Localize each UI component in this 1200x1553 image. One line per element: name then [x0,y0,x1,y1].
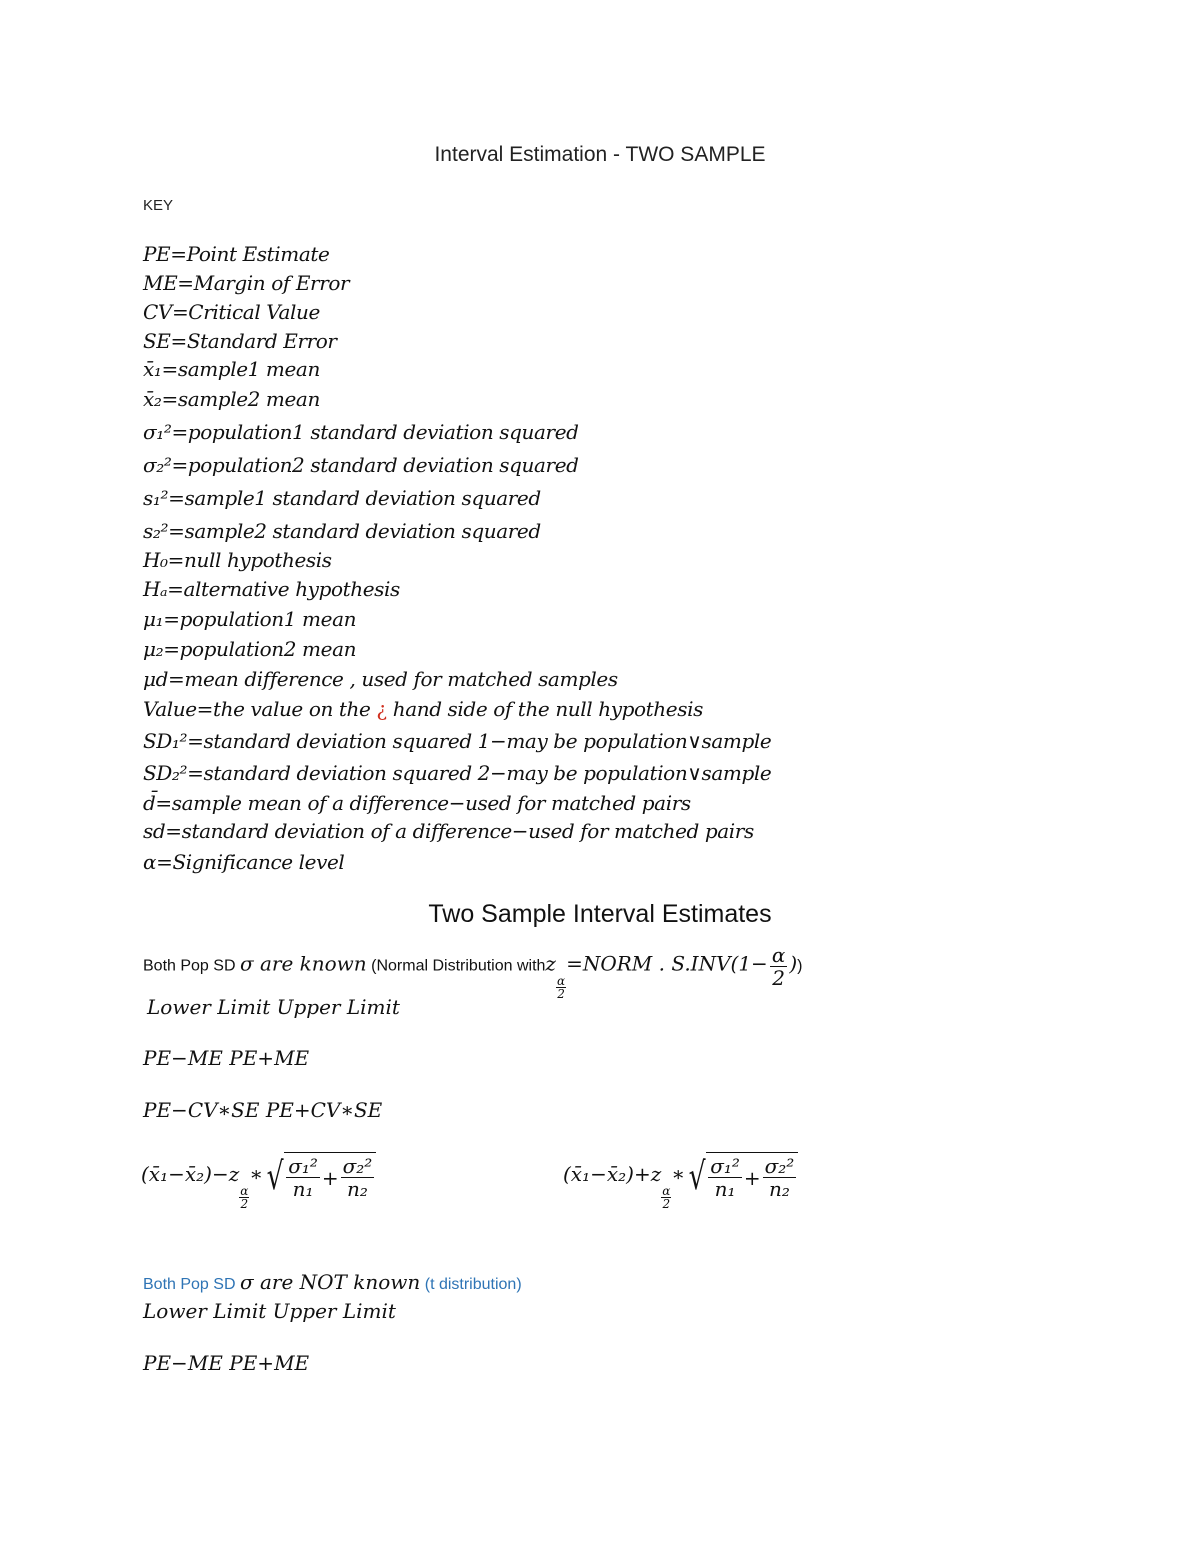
upper-z-subscript: $\frac{\alpha}{2}$ [662,1184,671,1211]
alpha-over-two: $\frac{\alpha}{2}$ [771,943,786,990]
key-item: Hₐ=alternative hypothesis [143,577,400,601]
norm-open-paren: ( [730,951,739,976]
key-label: KEY [143,197,174,214]
known-limits: Lower Limit Upper Limit [147,995,400,1019]
section-heading: Two Sample Interval Estimates [428,900,772,928]
key-item: μ₂=population2 mean [143,637,357,661]
unknown-prefix: Both Pop SD [143,1276,236,1293]
key-item: SD₂²=standard deviation squared 2−may be population∨sample [143,761,772,785]
known-paren-open: (Normal Distribution with [371,957,546,975]
key-item: μd=mean difference , used for matched samples [143,667,618,691]
key-item: x̄₂=sample2 mean [143,387,320,411]
key-item: SE=Standard Error [143,329,337,353]
norm-formula: =NORM . S.INV [566,951,731,976]
key-item: CV=Critical Value [143,300,320,324]
known-sigma-text: σ are known [239,951,367,976]
unknown-dist: (t distribution) [424,1276,522,1293]
unknown-sigma-line [143,1270,522,1294]
key-item: α=Significance level [143,850,345,874]
known-prefix: Both Pop SD [143,957,236,975]
lower-limit-formula: (x̄₁−x̄₂)−z $\frac{\alpha}{2}$ ∗ √ $\frac{\text{σ₁²}}{\text{n₁}}$ + $\frac{\text{σ₂²}}{\text{n₂}}$ [141,1152,376,1210]
page-title: Interval Estimation - TWO SAMPLE [434,143,766,166]
upper-limit-formula: (x̄₁−x̄₂)+z $\frac{\alpha}{2}$ ∗ √ $\frac{\text{σ₁²}}{\text{n₁}}$ + $\frac{\text{σ₂²}}{\text{n₂}}$ [563,1152,798,1210]
z-subscript: $\frac{\alpha}{2}$ [556,973,566,1001]
key-item: x̄₁=sample1 mean [143,357,320,381]
key-item: s₂²=sample2 standard deviation squared [143,519,541,543]
key-item: s₁²=sample1 standard deviation squared [143,486,541,510]
key-item: σ₁²=population1 standard deviation squared [143,420,579,444]
key-item: PE=Point Estimate [143,242,330,266]
known-sigma-line [143,945,802,1000]
key-item: SD₁²=standard deviation squared 1−may be population∨sample [143,729,772,753]
key-item: σ₂²=population2 standard deviation squared [143,453,579,477]
unknown-limits: Lower Limit Upper Limit [143,1299,396,1323]
known-pe-cv: PE−CV∗SE PE+CV∗SE [143,1098,383,1122]
lower-sqrt: √ $\frac{\text{σ₁²}}{\text{n₁}}$ + $\frac{\text{σ₂²}}{\text{n₂}}$ [263,1152,376,1199]
known-pe-me: PE−ME PE+ME [143,1046,310,1070]
key-item: sd=standard deviation of a difference−used for matched pairs [143,819,754,843]
upper-sqrt: √ $\frac{\text{σ₁²}}{\text{n₁}}$ + $\frac{\text{σ₂²}}{\text{n₂}}$ [685,1152,798,1199]
lower-z-subscript: $\frac{\alpha}{2}$ [240,1184,249,1211]
key-item: H₀=null hypothesis [143,548,332,572]
key-item: d̄=sample mean of a difference−used for matched pairs [143,791,691,815]
z-symbol: z [545,951,556,976]
unknown-pe-me: PE−ME PE+ME [143,1351,310,1375]
one-minus: 1− [738,951,768,976]
unknown-sigma-text: σ are NOT known [239,1270,421,1294]
known-paren-close: ) [797,957,803,975]
norm-close-paren: ) [789,951,798,976]
key-item: μ₁=population1 mean [143,607,357,631]
key-item: Value=the value on the ¿ hand side of the null hypothesis [143,697,703,721]
key-item: ME=Margin of Error [143,271,350,295]
